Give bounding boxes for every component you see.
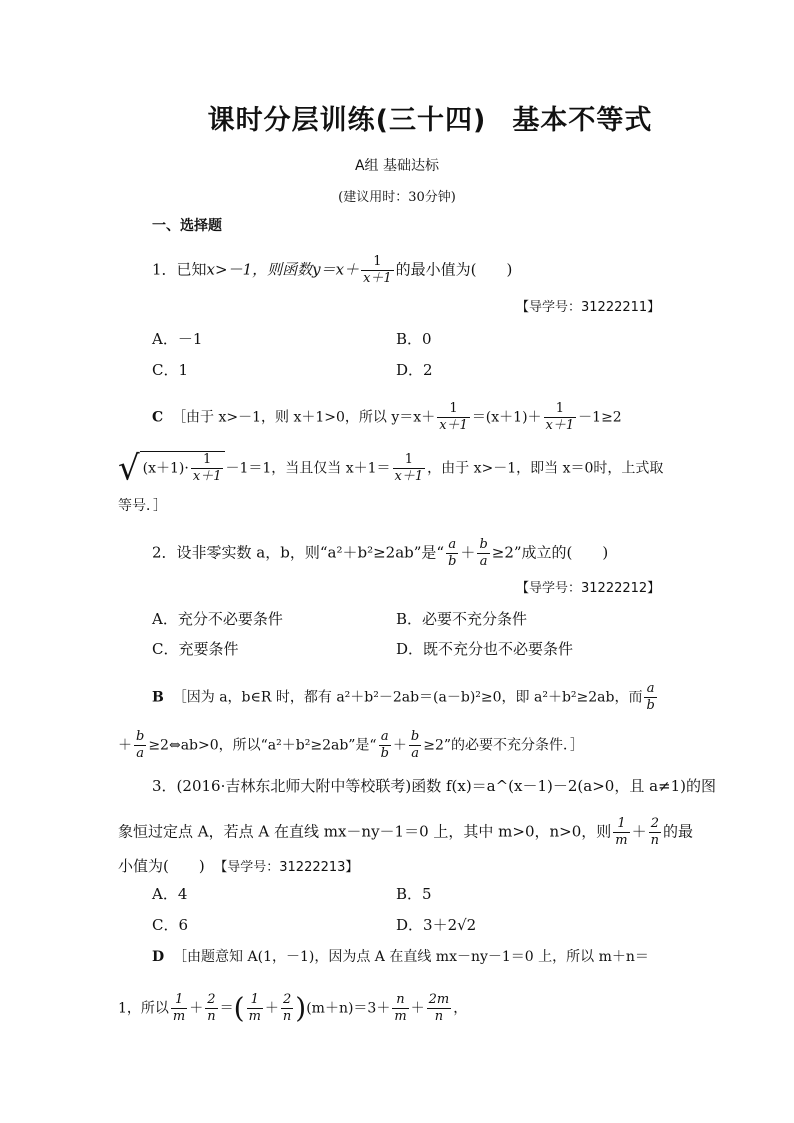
q1-option-a: A．－1 (152, 330, 203, 348)
q1-option-c: C．1 (152, 361, 189, 379)
q3-option-d: D．3＋2√2 (396, 916, 477, 934)
page-title (0, 98, 794, 137)
q3-solution-line2: 1，所以 $\frac{1}{m}$ ＋ $\frac{2}{n}$ ＝( $\frac{1}{m}$ ＋ $\frac{2}{n}$ )(m＋n)＝3＋ $\frac{n}{m}$ ＋ $\frac{2m}{n}$ ， (118, 991, 468, 1025)
q2-solution-line2: ＋ $\frac{b}{a}$ ≥2⇔ab>0，所以“a²＋b²≥2ab”是“ $\frac{a}{b}$ ＋ $\frac{b}{a}$ ≥2”的必要不充分条件．］ (118, 729, 585, 761)
q1-option-d: D．2 (396, 361, 433, 379)
q2-option-c: C．充要条件 (152, 640, 239, 658)
q1-solution-line2: √ (x＋1)· $\frac{1}{x+1}$ －1＝1，当且仅当 x＋1＝ $\frac{1}{x+1}$ ，由于 x>－1，即当 x＝0时，上式取 (118, 448, 664, 489)
question-2-stem: 2．设非零实数 a，b，则“a²＋b²≥2ab”是“ $\frac{a}{b}$ ＋ $\frac{b}{a}$ ≥2”成立的( ) (152, 537, 609, 569)
fraction: $\frac{1}{x+1}$ (363, 254, 392, 286)
question-3-stem-line2: 象恒过定点 A，若点 A 在直线 mx－ny－1＝0 上，其中 m>0，n>0，则 $\frac{1}{m}$ ＋ $\frac{2}{n}$ 的最 (118, 816, 694, 848)
group-heading: A组 基础达标 (354, 158, 440, 174)
q3-solution-line1: D ［由题意知 A(1，－1)，因为点 A 在直线 mx－ny－1＝0 上，所以 m＋n＝ (152, 949, 649, 965)
title-sub: 基本不等式 (512, 105, 653, 136)
question-3-stem-line3: 小值为( ) 【导学号：31222213】 (118, 857, 359, 875)
question-2-code: 【导学号：31222212】 (516, 581, 661, 596)
q1-option-b: B．0 (396, 330, 432, 348)
q2-solution-line1: B ［因为 a，b∈R 时，都有 a²＋b²－2ab＝(a－b)²≥0，即 a²＋b²≥2ab，而 $\frac{a}{b}$ (152, 681, 655, 713)
q1-solution-line3: 等号．］ (118, 498, 167, 514)
q1-solution-line1: C ［由于 x>－1，则 x＋1>0，所以 y＝x＋ $\frac{1}{x+1}$ ＝(x＋1)＋ $\frac{1}{x+1}$ －1≥2 (152, 401, 622, 433)
question-1-stem: 1．已知x>－1，则函数y＝x＋ $\frac{1}{x+1}$ 的最小值为( ) (152, 254, 513, 286)
section-heading: 一、选择题 (152, 218, 222, 234)
q3-option-a: A．4 (152, 885, 188, 903)
question-1-code: 【导学号：31222211】 (516, 300, 661, 315)
question-3-stem-line1: 3．(2016·吉林东北师大附中等校联考)函数 f(x)＝a^(x－1)－2(a>0，且 a≠1)的图 (152, 777, 717, 795)
time-note: (建议用时：30分钟) (338, 190, 456, 205)
q3-option-c: C．6 (152, 916, 189, 934)
title-main: 课时分层训练(三十四) (207, 105, 487, 136)
q2-option-b: B．必要不充分条件 (396, 610, 528, 628)
q3-option-b: B．5 (396, 885, 432, 903)
q2-option-a: A．充分不必要条件 (152, 610, 283, 628)
q2-option-d: D．既不充分也不必要条件 (396, 640, 574, 658)
